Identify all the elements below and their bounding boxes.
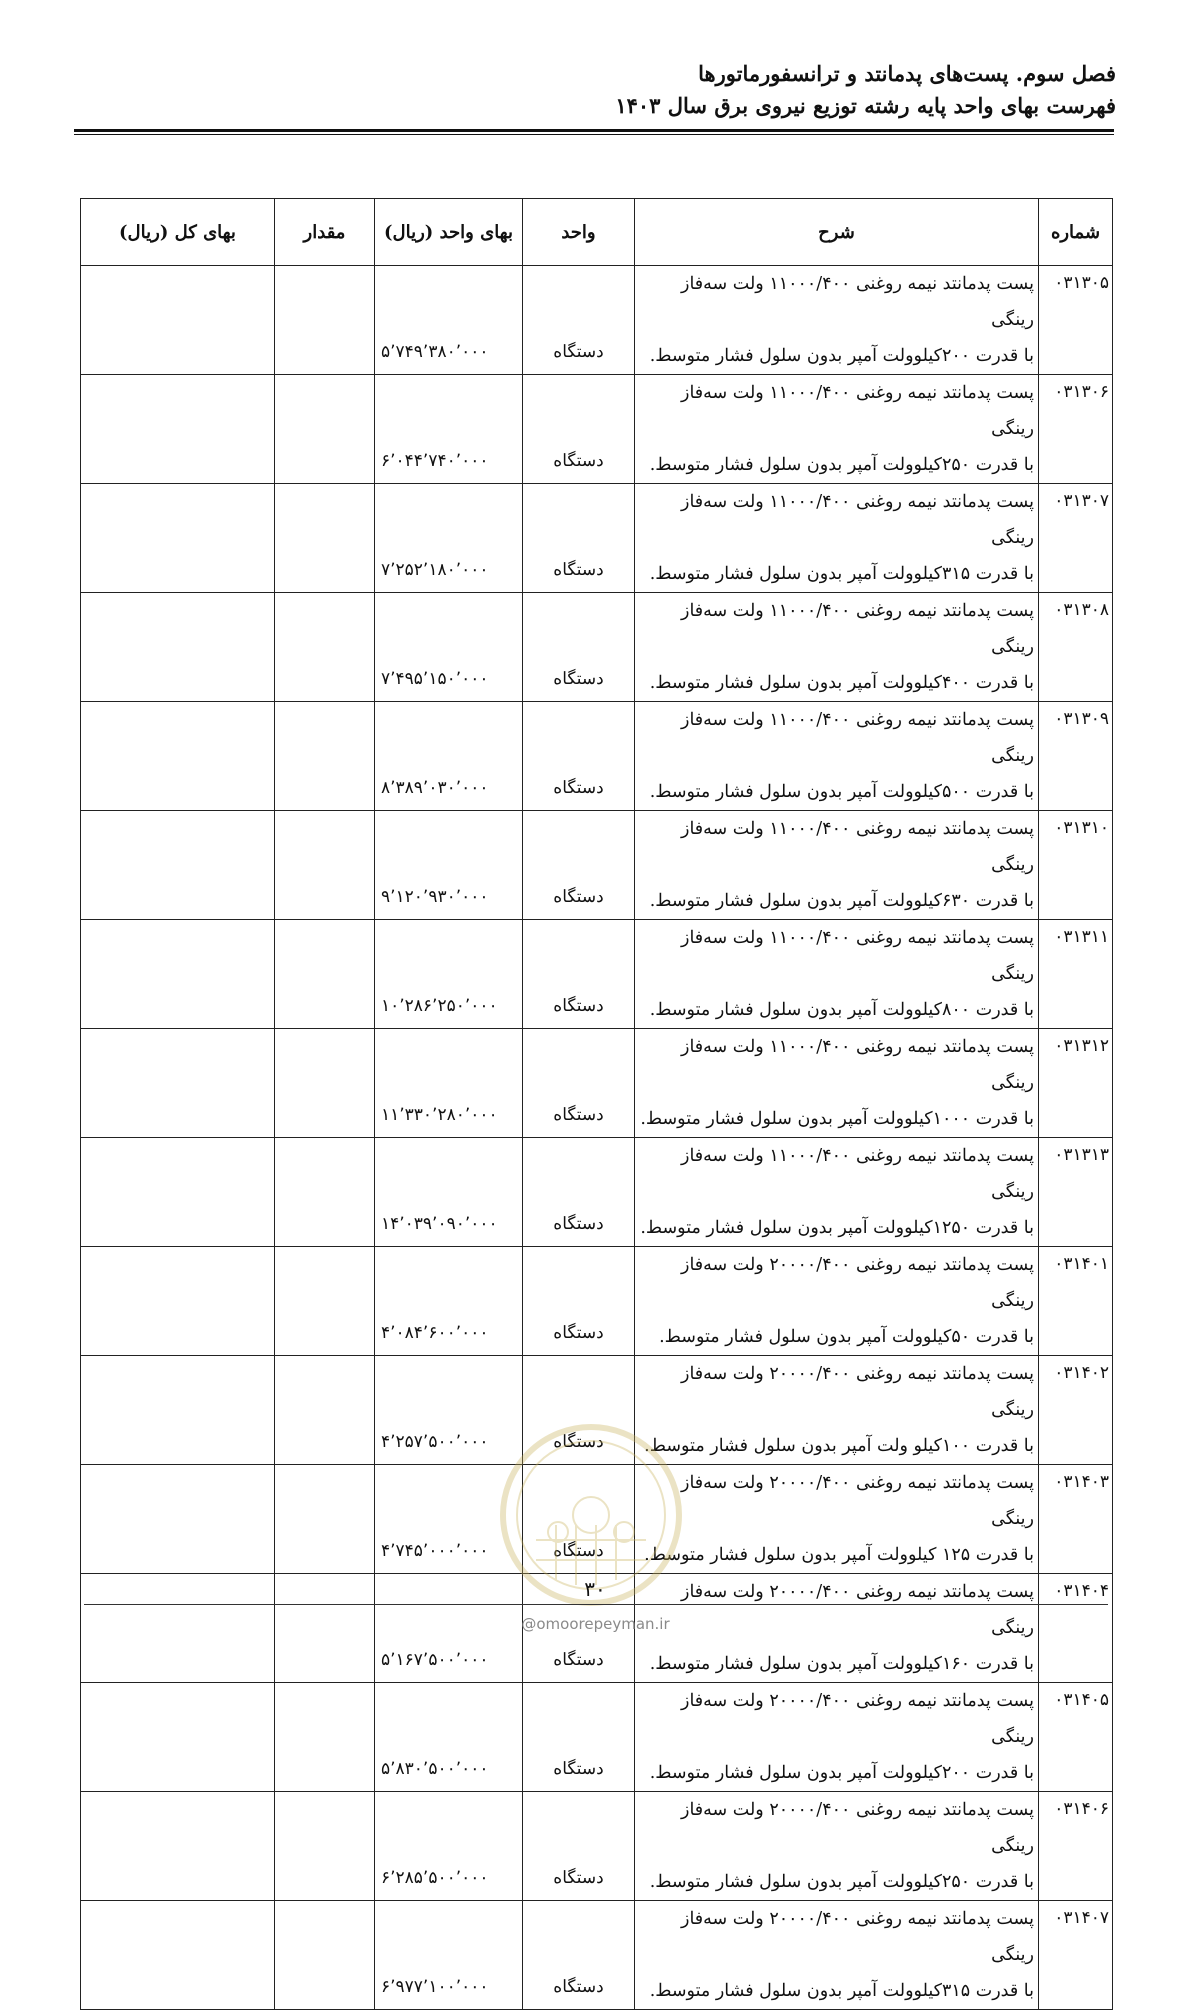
item-total-price bbox=[81, 484, 275, 593]
header-description: شرح bbox=[635, 199, 1039, 266]
website-credit: @omoorepeyman.ir bbox=[521, 1615, 670, 1633]
item-unit: دستگاه bbox=[523, 702, 635, 811]
item-unit-price: ۶٬۰۴۴٬۷۴۰٬۰۰۰ bbox=[375, 375, 523, 484]
description-line-2: با قدرت ۵۰۰کیلوولت آمپر بدون سلول فشار متوسط. bbox=[649, 782, 1034, 802]
item-description bbox=[635, 1247, 1039, 1356]
item-quantity bbox=[275, 1792, 375, 1901]
item-total-price bbox=[81, 1901, 275, 2010]
description-line-2: با قدرت ۶۳۰کیلوولت آمپر بدون سلول فشار متوسط. bbox=[649, 891, 1034, 911]
item-description bbox=[635, 266, 1039, 375]
item-unit: دستگاه bbox=[523, 811, 635, 920]
header-code: شماره bbox=[1039, 199, 1113, 266]
item-quantity bbox=[275, 702, 375, 811]
item-unit-price: ۴٬۷۴۵٬۰۰۰٬۰۰۰ bbox=[375, 1465, 523, 1574]
item-unit-price: ۸٬۳۸۹٬۰۳۰٬۰۰۰ bbox=[375, 702, 523, 811]
table-row bbox=[81, 1683, 1113, 1792]
item-total-price bbox=[81, 1138, 275, 1247]
item-code: ۰۳۱۴۰۳ bbox=[1039, 1465, 1113, 1574]
item-total-price bbox=[81, 593, 275, 702]
table-row bbox=[81, 702, 1113, 811]
description-line-1: پست پدمانتد نیمه روغنی ۱۱۰۰۰/۴۰۰ ولت سه‌فاز رینگی bbox=[681, 601, 1034, 657]
item-quantity bbox=[275, 1138, 375, 1247]
item-description bbox=[635, 1901, 1039, 2010]
footer-rule bbox=[84, 1604, 1108, 1605]
description-line-2: با قدرت ۱۲۵۰کیلوولت آمپر بدون سلول فشار متوسط. bbox=[640, 1218, 1034, 1238]
item-total-price bbox=[81, 375, 275, 484]
description-line-1: پست پدمانتد نیمه روغنی ۲۰۰۰۰/۴۰۰ ولت سه‌فاز رینگی bbox=[681, 1582, 1034, 1638]
table-row bbox=[81, 1247, 1113, 1356]
item-unit: دستگاه bbox=[523, 266, 635, 375]
item-unit-price: ۹٬۱۲۰٬۹۳۰٬۰۰۰ bbox=[375, 811, 523, 920]
item-unit-price: ۵٬۷۴۹٬۳۸۰٬۰۰۰ bbox=[375, 266, 523, 375]
item-unit: دستگاه bbox=[523, 1029, 635, 1138]
description-line-1: پست پدمانتد نیمه روغنی ۱۱۰۰۰/۴۰۰ ولت سه‌فاز رینگی bbox=[681, 383, 1034, 439]
table-row bbox=[81, 1792, 1113, 1901]
item-description bbox=[635, 1683, 1039, 1792]
table-row bbox=[81, 920, 1113, 1029]
item-description bbox=[635, 702, 1039, 811]
item-unit: دستگاه bbox=[523, 1247, 635, 1356]
item-total-price bbox=[81, 1029, 275, 1138]
description-line-1: پست پدمانتد نیمه روغنی ۲۰۰۰۰/۴۰۰ ولت سه‌فاز رینگی bbox=[681, 1691, 1034, 1747]
item-code: ۰۳۱۳۱۳ bbox=[1039, 1138, 1113, 1247]
item-code: ۰۳۱۴۰۷ bbox=[1039, 1901, 1113, 2010]
item-description bbox=[635, 375, 1039, 484]
description-line-1: پست پدمانتد نیمه روغنی ۲۰۰۰۰/۴۰۰ ولت سه‌فاز رینگی bbox=[681, 1364, 1034, 1420]
item-total-price bbox=[81, 266, 275, 375]
item-quantity bbox=[275, 1029, 375, 1138]
description-line-2: با قدرت ۲۰۰کیلوولت آمپر بدون سلول فشار متوسط. bbox=[649, 346, 1034, 366]
description-line-1: پست پدمانتد نیمه روغنی ۱۱۰۰۰/۴۰۰ ولت سه‌فاز رینگی bbox=[681, 1037, 1034, 1093]
item-code: ۰۳۱۳۰۵ bbox=[1039, 266, 1113, 375]
description-line-2: با قدرت ۸۰۰کیلوولت آمپر بدون سلول فشار متوسط. bbox=[649, 1000, 1034, 1020]
item-unit: دستگاه bbox=[523, 1792, 635, 1901]
item-description bbox=[635, 484, 1039, 593]
item-total-price bbox=[81, 1683, 275, 1792]
table-row bbox=[81, 266, 1113, 375]
item-quantity bbox=[275, 375, 375, 484]
description-line-2: با قدرت ۲۵۰کیلوولت آمپر بدون سلول فشار متوسط. bbox=[649, 1872, 1034, 1892]
item-unit: دستگاه bbox=[523, 484, 635, 593]
price-table bbox=[80, 198, 1113, 2010]
description-line-2: با قدرت ۱۰۰کیلو ولت آمپر بدون سلول فشار متوسط. bbox=[644, 1436, 1034, 1456]
description-line-2: با قدرت ۲۵۰کیلوولت آمپر بدون سلول فشار متوسط. bbox=[649, 455, 1034, 475]
item-unit-price: ۴٬۰۸۴٬۶۰۰٬۰۰۰ bbox=[375, 1247, 523, 1356]
table-row bbox=[81, 1138, 1113, 1247]
table-header-row bbox=[81, 199, 1113, 266]
header-unit-price: بهای واحد (ریال) bbox=[375, 199, 523, 266]
description-line-2: با قدرت ۱۶۰کیلوولت آمپر بدون سلول فشار متوسط. bbox=[649, 1654, 1034, 1674]
item-unit: دستگاه bbox=[523, 1901, 635, 2010]
item-unit-price: ۷٬۴۹۵٬۱۵۰٬۰۰۰ bbox=[375, 593, 523, 702]
table-body bbox=[81, 266, 1113, 2010]
item-total-price bbox=[81, 920, 275, 1029]
item-code: ۰۳۱۴۰۲ bbox=[1039, 1356, 1113, 1465]
item-quantity bbox=[275, 1465, 375, 1574]
item-description bbox=[635, 1356, 1039, 1465]
item-unit-price: ۱۰٬۲۸۶٬۲۵۰٬۰۰۰ bbox=[375, 920, 523, 1029]
item-unit-price: ۱۱٬۳۳۰٬۲۸۰٬۰۰۰ bbox=[375, 1029, 523, 1138]
item-quantity bbox=[275, 811, 375, 920]
item-description bbox=[635, 920, 1039, 1029]
description-line-2: با قدرت ۱۰۰۰کیلوولت آمپر بدون سلول فشار متوسط. bbox=[640, 1109, 1034, 1129]
description-line-1: پست پدمانتد نیمه روغنی ۱۱۰۰۰/۴۰۰ ولت سه‌فاز رینگی bbox=[681, 819, 1034, 875]
item-unit-price: ۷٬۲۵۲٬۱۸۰٬۰۰۰ bbox=[375, 484, 523, 593]
table-row bbox=[81, 1029, 1113, 1138]
item-description bbox=[635, 811, 1039, 920]
document-title: فهرست بهای واحد پایه رشته توزیع نیروی برق سال ۱۴۰۳ bbox=[615, 93, 1116, 118]
item-unit: دستگاه bbox=[523, 375, 635, 484]
item-description bbox=[635, 1029, 1039, 1138]
item-total-price bbox=[81, 1465, 275, 1574]
item-quantity bbox=[275, 920, 375, 1029]
description-line-2: با قدرت ۱۲۵ کیلوولت آمپر بدون سلول فشار متوسط. bbox=[644, 1545, 1034, 1565]
item-quantity bbox=[275, 1901, 375, 2010]
description-line-1: پست پدمانتد نیمه روغنی ۲۰۰۰۰/۴۰۰ ولت سه‌فاز رینگی bbox=[681, 1909, 1034, 1965]
description-line-1: پست پدمانتد نیمه روغنی ۱۱۰۰۰/۴۰۰ ولت سه‌فاز رینگی bbox=[681, 1146, 1034, 1202]
page-number: ۳۰ bbox=[584, 1577, 606, 1601]
item-unit: دستگاه bbox=[523, 1356, 635, 1465]
chapter-title: فصل سوم. پست‌های پدمانتد و ترانسفورماتورها bbox=[698, 61, 1116, 86]
item-code: ۰۳۱۳۰۷ bbox=[1039, 484, 1113, 593]
description-line-1: پست پدمانتد نیمه روغنی ۲۰۰۰۰/۴۰۰ ولت سه‌فاز رینگی bbox=[681, 1473, 1034, 1529]
header-total-price: بهای کل (ریال) bbox=[81, 199, 275, 266]
item-description bbox=[635, 1138, 1039, 1247]
header-quantity: مقدار bbox=[275, 199, 375, 266]
item-unit-price: ۶٬۲۸۵٬۵۰۰٬۰۰۰ bbox=[375, 1792, 523, 1901]
item-quantity bbox=[275, 266, 375, 375]
header-unit: واحد bbox=[523, 199, 635, 266]
item-unit-price: ۱۴٬۰۳۹٬۰۹۰٬۰۰۰ bbox=[375, 1138, 523, 1247]
table-row bbox=[81, 593, 1113, 702]
description-line-2: با قدرت ۴۰۰کیلوولت آمپر بدون سلول فشار متوسط. bbox=[649, 673, 1034, 693]
item-description bbox=[635, 1792, 1039, 1901]
description-line-1: پست پدمانتد نیمه روغنی ۱۱۰۰۰/۴۰۰ ولت سه‌فاز رینگی bbox=[681, 710, 1034, 766]
item-unit: دستگاه bbox=[523, 1683, 635, 1792]
item-total-price bbox=[81, 1356, 275, 1465]
item-code: ۰۳۱۳۱۱ bbox=[1039, 920, 1113, 1029]
item-unit-price: ۶٬۹۷۷٬۱۰۰٬۰۰۰ bbox=[375, 1901, 523, 2010]
item-unit: دستگاه bbox=[523, 593, 635, 702]
item-unit-price: ۵٬۸۳۰٬۵۰۰٬۰۰۰ bbox=[375, 1683, 523, 1792]
item-code: ۰۳۱۳۱۰ bbox=[1039, 811, 1113, 920]
header-rule-thin bbox=[74, 134, 1114, 135]
description-line-1: پست پدمانتد نیمه روغنی ۲۰۰۰۰/۴۰۰ ولت سه‌فاز رینگی bbox=[681, 1800, 1034, 1856]
description-line-2: با قدرت ۳۱۵کیلوولت آمپر بدون سلول فشار متوسط. bbox=[649, 564, 1034, 584]
item-total-price bbox=[81, 1247, 275, 1356]
item-unit: دستگاه bbox=[523, 1465, 635, 1574]
description-line-2: با قدرت ۲۰۰کیلوولت آمپر بدون سلول فشار متوسط. bbox=[649, 1763, 1034, 1783]
item-code: ۰۳۱۴۰۴ bbox=[1039, 1574, 1113, 1683]
item-unit: دستگاه bbox=[523, 1138, 635, 1247]
item-unit-price: ۴٬۲۵۷٬۵۰۰٬۰۰۰ bbox=[375, 1356, 523, 1465]
item-description bbox=[635, 593, 1039, 702]
description-line-2: با قدرت ۳۱۵کیلوولت آمپر بدون سلول فشار متوسط. bbox=[649, 1981, 1034, 2001]
item-quantity bbox=[275, 484, 375, 593]
description-line-1: پست پدمانتد نیمه روغنی ۱۱۰۰۰/۴۰۰ ولت سه‌فاز رینگی bbox=[681, 928, 1034, 984]
table-row bbox=[81, 1901, 1113, 2010]
item-code: ۰۳۱۴۰۵ bbox=[1039, 1683, 1113, 1792]
table-row bbox=[81, 811, 1113, 920]
price-table-container bbox=[80, 198, 1112, 2010]
item-quantity bbox=[275, 1247, 375, 1356]
item-total-price bbox=[81, 811, 275, 920]
description-line-1: پست پدمانتد نیمه روغنی ۲۰۰۰۰/۴۰۰ ولت سه‌فاز رینگی bbox=[681, 1255, 1034, 1311]
table-row bbox=[81, 375, 1113, 484]
item-code: ۰۳۱۳۰۹ bbox=[1039, 702, 1113, 811]
item-total-price bbox=[81, 1792, 275, 1901]
description-line-1: پست پدمانتد نیمه روغنی ۱۱۰۰۰/۴۰۰ ولت سه‌فاز رینگی bbox=[681, 492, 1034, 548]
item-quantity bbox=[275, 1683, 375, 1792]
description-line-2: با قدرت ۵۰کیلوولت آمپر بدون سلول فشار متوسط. bbox=[659, 1327, 1034, 1347]
item-code: ۰۳۱۳۰۶ bbox=[1039, 375, 1113, 484]
item-code: ۰۳۱۳۱۲ bbox=[1039, 1029, 1113, 1138]
description-line-1: پست پدمانتد نیمه روغنی ۱۱۰۰۰/۴۰۰ ولت سه‌فاز رینگی bbox=[681, 274, 1034, 330]
item-code: ۰۳۱۴۰۶ bbox=[1039, 1792, 1113, 1901]
header-rule-thick bbox=[74, 129, 1114, 132]
item-unit-price: ۵٬۱۶۷٬۵۰۰٬۰۰۰ bbox=[375, 1574, 523, 1683]
item-code: ۰۳۱۴۰۱ bbox=[1039, 1247, 1113, 1356]
item-code: ۰۳۱۳۰۸ bbox=[1039, 593, 1113, 702]
item-quantity bbox=[275, 593, 375, 702]
item-total-price bbox=[81, 702, 275, 811]
table-row bbox=[81, 484, 1113, 593]
page-header bbox=[76, 58, 1116, 122]
item-unit: دستگاه bbox=[523, 920, 635, 1029]
item-unit: دستگاه bbox=[523, 1574, 635, 1683]
item-quantity bbox=[275, 1356, 375, 1465]
item-description bbox=[635, 1465, 1039, 1574]
